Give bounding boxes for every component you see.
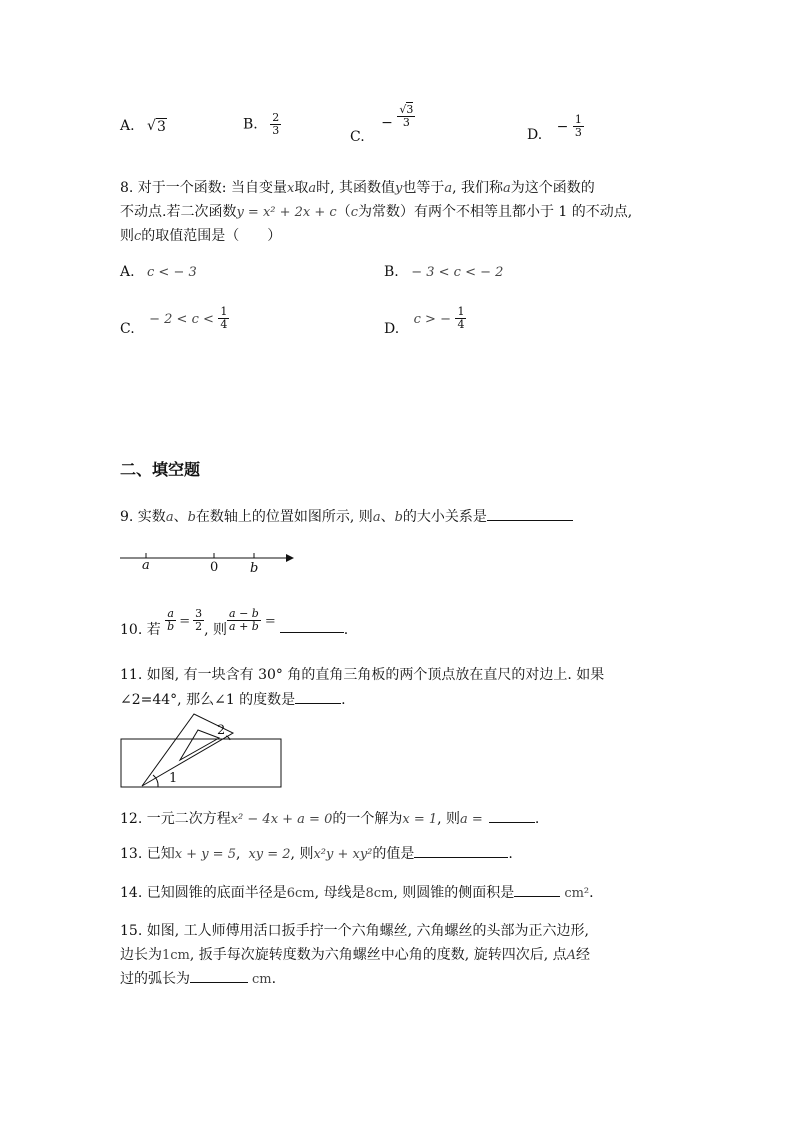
solution: x = 1 — [402, 812, 438, 827]
text: , — [235, 846, 241, 862]
q13-text — [120, 843, 513, 863]
math-var: a — [308, 181, 317, 196]
section-title: 二、填空题 — [120, 460, 201, 479]
text: , 母线是 — [314, 885, 366, 901]
text: . — [343, 621, 349, 638]
equation: x² − 4x + a = 0 — [230, 812, 333, 827]
text: , 则 — [204, 621, 228, 638]
fraction: $\frac{1}{4}$ — [457, 305, 465, 331]
slant-value: 8cm — [365, 886, 394, 901]
math-var: b — [394, 510, 403, 525]
minus-sign: − — [381, 114, 393, 131]
text: ∠2=44°, 那么∠1 的度数是 — [120, 692, 296, 708]
math-var: a — [372, 510, 381, 525]
text: 时, 其函数值 — [316, 180, 395, 196]
text: 、 — [380, 509, 395, 525]
expression: x²y + xy² — [313, 847, 373, 862]
text: 13. 已知 — [120, 846, 175, 862]
q8-option-c — [120, 305, 229, 337]
math-var: b — [187, 510, 196, 525]
option-label: C. — [350, 128, 365, 145]
q7-option-b — [243, 112, 281, 137]
option-expression: c < − 3 — [147, 265, 197, 280]
q8-line-1 — [120, 177, 595, 197]
math-var: a — [503, 181, 511, 196]
fraction: $\frac{√3}{3}$ — [399, 103, 414, 129]
answer-blank[interactable] — [414, 856, 508, 858]
answer-blank[interactable] — [489, 821, 535, 823]
option-expression: − 2 < c < — [149, 311, 214, 327]
fraction: $\frac{2}{3}$ — [272, 111, 280, 137]
q7-option-c — [350, 103, 415, 145]
unit: cm² — [564, 886, 590, 901]
fraction: $\frac{1}{3}$ — [574, 113, 582, 139]
ruler-triangle-figure — [118, 708, 288, 792]
equation: xy = 2 — [248, 847, 291, 862]
text: , 则圆锥的侧面积是 — [393, 885, 515, 901]
answer-blank[interactable] — [295, 702, 341, 704]
text: 也等于 — [402, 180, 445, 196]
text: 的取值范围是（ ） — [141, 228, 282, 244]
q11-line-2 — [120, 689, 346, 709]
q12-text — [120, 808, 539, 828]
text: 经 — [575, 947, 590, 963]
equals-sign: = — [179, 613, 191, 629]
math-var: y — [395, 181, 403, 196]
math-var: c — [350, 205, 358, 220]
option-expression: − 3 < c < − 2 — [411, 265, 504, 280]
q7-option-a — [120, 118, 167, 135]
q7-option-d — [527, 113, 584, 143]
text: 为常数）有两个不相等且都小于 1 的不动点, — [357, 204, 633, 220]
answer-blank[interactable] — [190, 981, 248, 983]
math-var: a — [165, 510, 174, 525]
option-label: D. — [527, 126, 543, 143]
text: 9. 实数 — [120, 509, 166, 525]
radius-value: 6cm — [286, 886, 315, 901]
q10-text — [120, 607, 349, 638]
text: . — [589, 885, 594, 901]
q8-option-a — [120, 264, 197, 280]
text: 边长为 — [120, 947, 162, 963]
option-label: C. — [120, 320, 135, 337]
text: 14. 已知圆锥的底面半径是 — [120, 885, 287, 901]
minus-sign: − — [556, 118, 569, 135]
sqrt-symbol: √ — [399, 103, 407, 116]
unit: cm — [252, 972, 272, 987]
angle-label-2: 2 — [217, 723, 226, 738]
text: 的值是 — [372, 846, 415, 862]
q8-line-3 — [120, 225, 281, 245]
function-expression: y = x² + 2x + c — [236, 205, 337, 220]
text: 、 — [173, 509, 188, 525]
math-var: a = — [460, 812, 483, 827]
fraction: $\frac{1}{4}$ — [220, 305, 228, 331]
text: 为这个函数的 — [510, 180, 595, 196]
axis-label-a: a — [142, 558, 150, 573]
ruler — [121, 739, 281, 787]
text: , 扳手每次旋转度数为六角螺丝中心角的度数, 旋转四次后, 点 — [189, 947, 567, 963]
fraction-expression: $\frac{a - b}{a + b}$ — [229, 607, 259, 633]
text: . — [341, 692, 346, 708]
text: . — [534, 811, 540, 827]
option-label: A. — [120, 264, 135, 280]
fraction-a-over-b: $\frac{a}{b}$ — [167, 607, 175, 633]
option-label: A. — [120, 118, 135, 134]
text: . — [271, 971, 277, 987]
answer-blank[interactable] — [487, 519, 573, 521]
sqrt-expression: √ 3 — [147, 118, 166, 135]
fraction-3-over-2: $\frac{3}{2}$ — [195, 607, 203, 633]
axis-label-b: b — [250, 561, 259, 576]
text: 取 — [294, 180, 309, 196]
answer-blank[interactable] — [280, 631, 344, 633]
math-var: x — [286, 181, 295, 196]
text: 在数轴上的位置如图所示, 则 — [195, 509, 373, 525]
math-var: c — [134, 229, 142, 244]
text: 的一个解为 — [332, 811, 403, 827]
angle-label-1: 1 — [169, 771, 178, 786]
text: . — [508, 846, 513, 862]
q8-line-2 — [120, 201, 632, 221]
q15-line-3 — [120, 968, 276, 988]
text: 不动点.若二次函数 — [120, 204, 237, 220]
math-var: a — [444, 181, 453, 196]
text: , 则 — [437, 811, 461, 827]
arrow-head-icon — [286, 554, 294, 562]
text: 则 — [120, 228, 134, 244]
q9-text — [120, 506, 573, 526]
q8-option-b — [384, 264, 503, 280]
option-label: B. — [384, 264, 399, 280]
equals-sign: = — [264, 613, 276, 629]
text: 12. 一元二次方程 — [120, 811, 231, 827]
math-var: A — [566, 948, 576, 963]
side-length: 1cm — [162, 948, 190, 963]
answer-blank[interactable] — [514, 895, 560, 897]
text: , 则 — [290, 846, 314, 862]
equation: x + y = 5 — [174, 847, 236, 862]
option-expression: c > − — [413, 311, 451, 327]
text: 8. 对于一个函数: 当自变量 — [120, 180, 287, 196]
option-label: B. — [243, 116, 258, 133]
q14-text — [120, 882, 594, 902]
q11-line-1: 11. 如图, 有一块含有 30° 角的直角三角板的两个顶点放在直尺的对边上. 如果 — [120, 667, 605, 683]
text: （ — [336, 204, 351, 220]
q15-line-2 — [120, 944, 590, 964]
text: , 我们称 — [452, 180, 504, 196]
option-label: D. — [384, 320, 400, 337]
axis-label-0: 0 — [210, 560, 219, 575]
text: 过的弧长为 — [120, 971, 190, 987]
q15-line-1: 15. 如图, 工人师傅用活口扳手拧一个六角螺丝, 六角螺丝的头部为正六边形, — [120, 923, 589, 939]
text: 的大小关系是 — [402, 509, 487, 525]
text: 10. 若 — [120, 621, 161, 638]
q8-option-d — [384, 305, 466, 337]
